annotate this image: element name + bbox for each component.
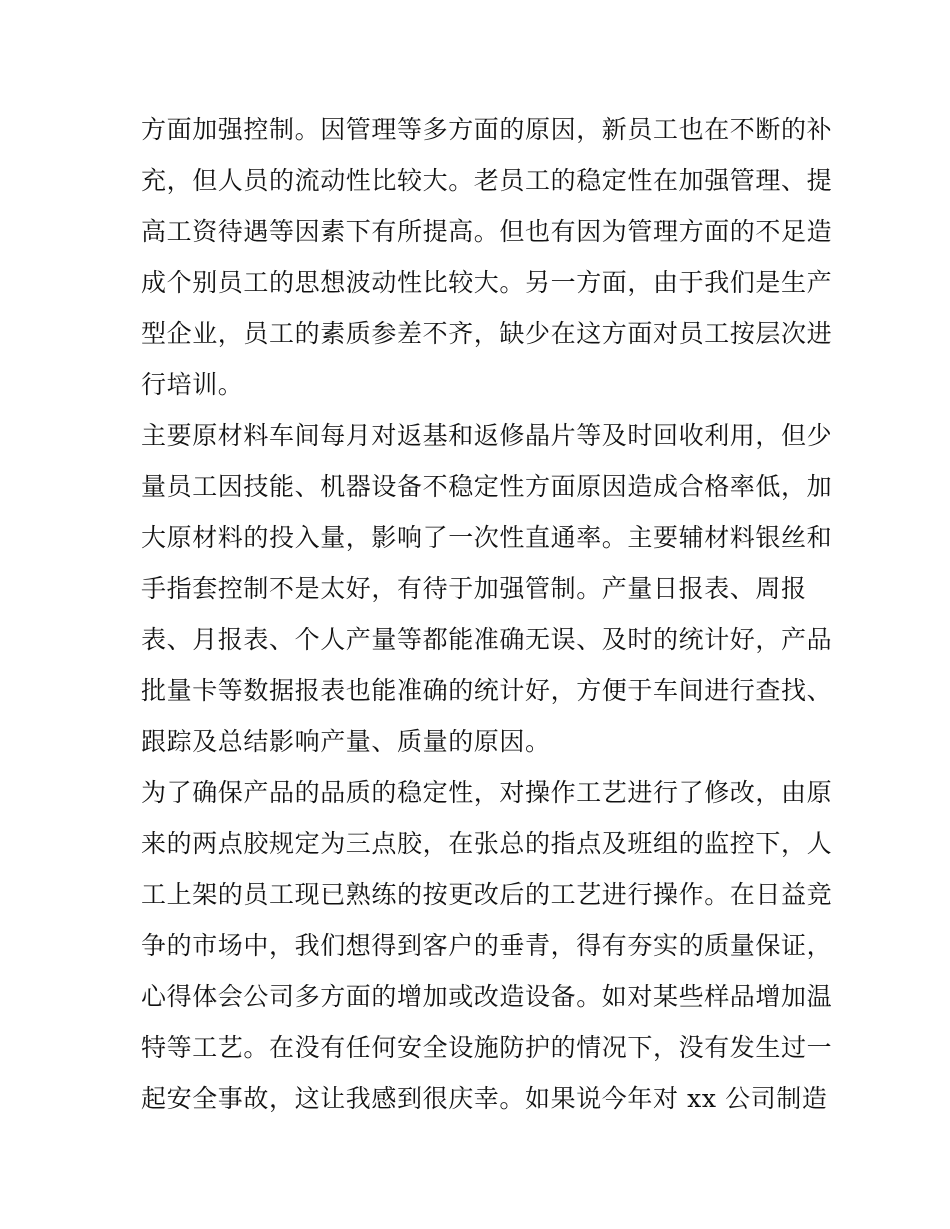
body-text <box>141 104 833 1124</box>
text-line: 充，但人员的流动性比较大。老员工的稳定性在加强管理、提 <box>141 166 833 195</box>
text-line: 跟踪及总结影响产量、质量的原因。 <box>141 727 551 756</box>
text-line: 表、月报表、个人产量等都能准确无误、及时的统计好，产品 <box>141 625 833 654</box>
text-line: 工上架的员工现已熟练的按更改后的工艺进行操作。在日益竞 <box>141 880 833 909</box>
text-line: 成个别员工的思想波动性比较大。另一方面，由于我们是生产 <box>141 268 833 297</box>
text-line: 为了确保产品的品质的稳定性，对操作工艺进行了修改，由原 <box>141 778 833 807</box>
text-line: 特等工艺。在没有任何安全设施防护的情况下，没有发生过一 <box>141 1033 833 1062</box>
text-line: 手指套控制不是太好，有待于加强管制。产量日报表、周报 <box>141 574 807 603</box>
text-line: 高工资待遇等因素下有所提高。但也有因为管理方面的不足造 <box>141 217 833 246</box>
text-line: 起安全事故，这让我感到很庆幸。如果说今年对 xx 公司制造 <box>141 1084 828 1113</box>
text-line: 主要原材料车间每月对返基和返修晶片等及时回收利用，但少 <box>141 421 833 450</box>
text-line: 争的市场中，我们想得到客户的垂青，得有夯实的质量保证， <box>141 931 833 960</box>
text-line: 型企业，员工的素质参差不齐，缺少在这方面对员工按层次进 <box>141 319 833 348</box>
text-line: 心得体会公司多方面的增加或改造设备。如对某些样品增加温 <box>141 982 833 1011</box>
text-line: 量员工因技能、机器设备不稳定性方面原因造成合格率低，加 <box>141 472 833 501</box>
text-line: 来的两点胶规定为三点胶，在张总的指点及班组的监控下，人 <box>141 829 833 858</box>
text-line: 大原材料的投入量，影响了一次性直通率。主要辅材料银丝和 <box>141 523 833 552</box>
text-line: 方面加强控制。因管理等多方面的原因，新员工也在不断的补 <box>141 115 833 144</box>
text-line: 行培训。 <box>141 370 244 399</box>
text-line: 批量卡等数据报表也能准确的统计好，方便于车间进行查找、 <box>141 676 833 705</box>
